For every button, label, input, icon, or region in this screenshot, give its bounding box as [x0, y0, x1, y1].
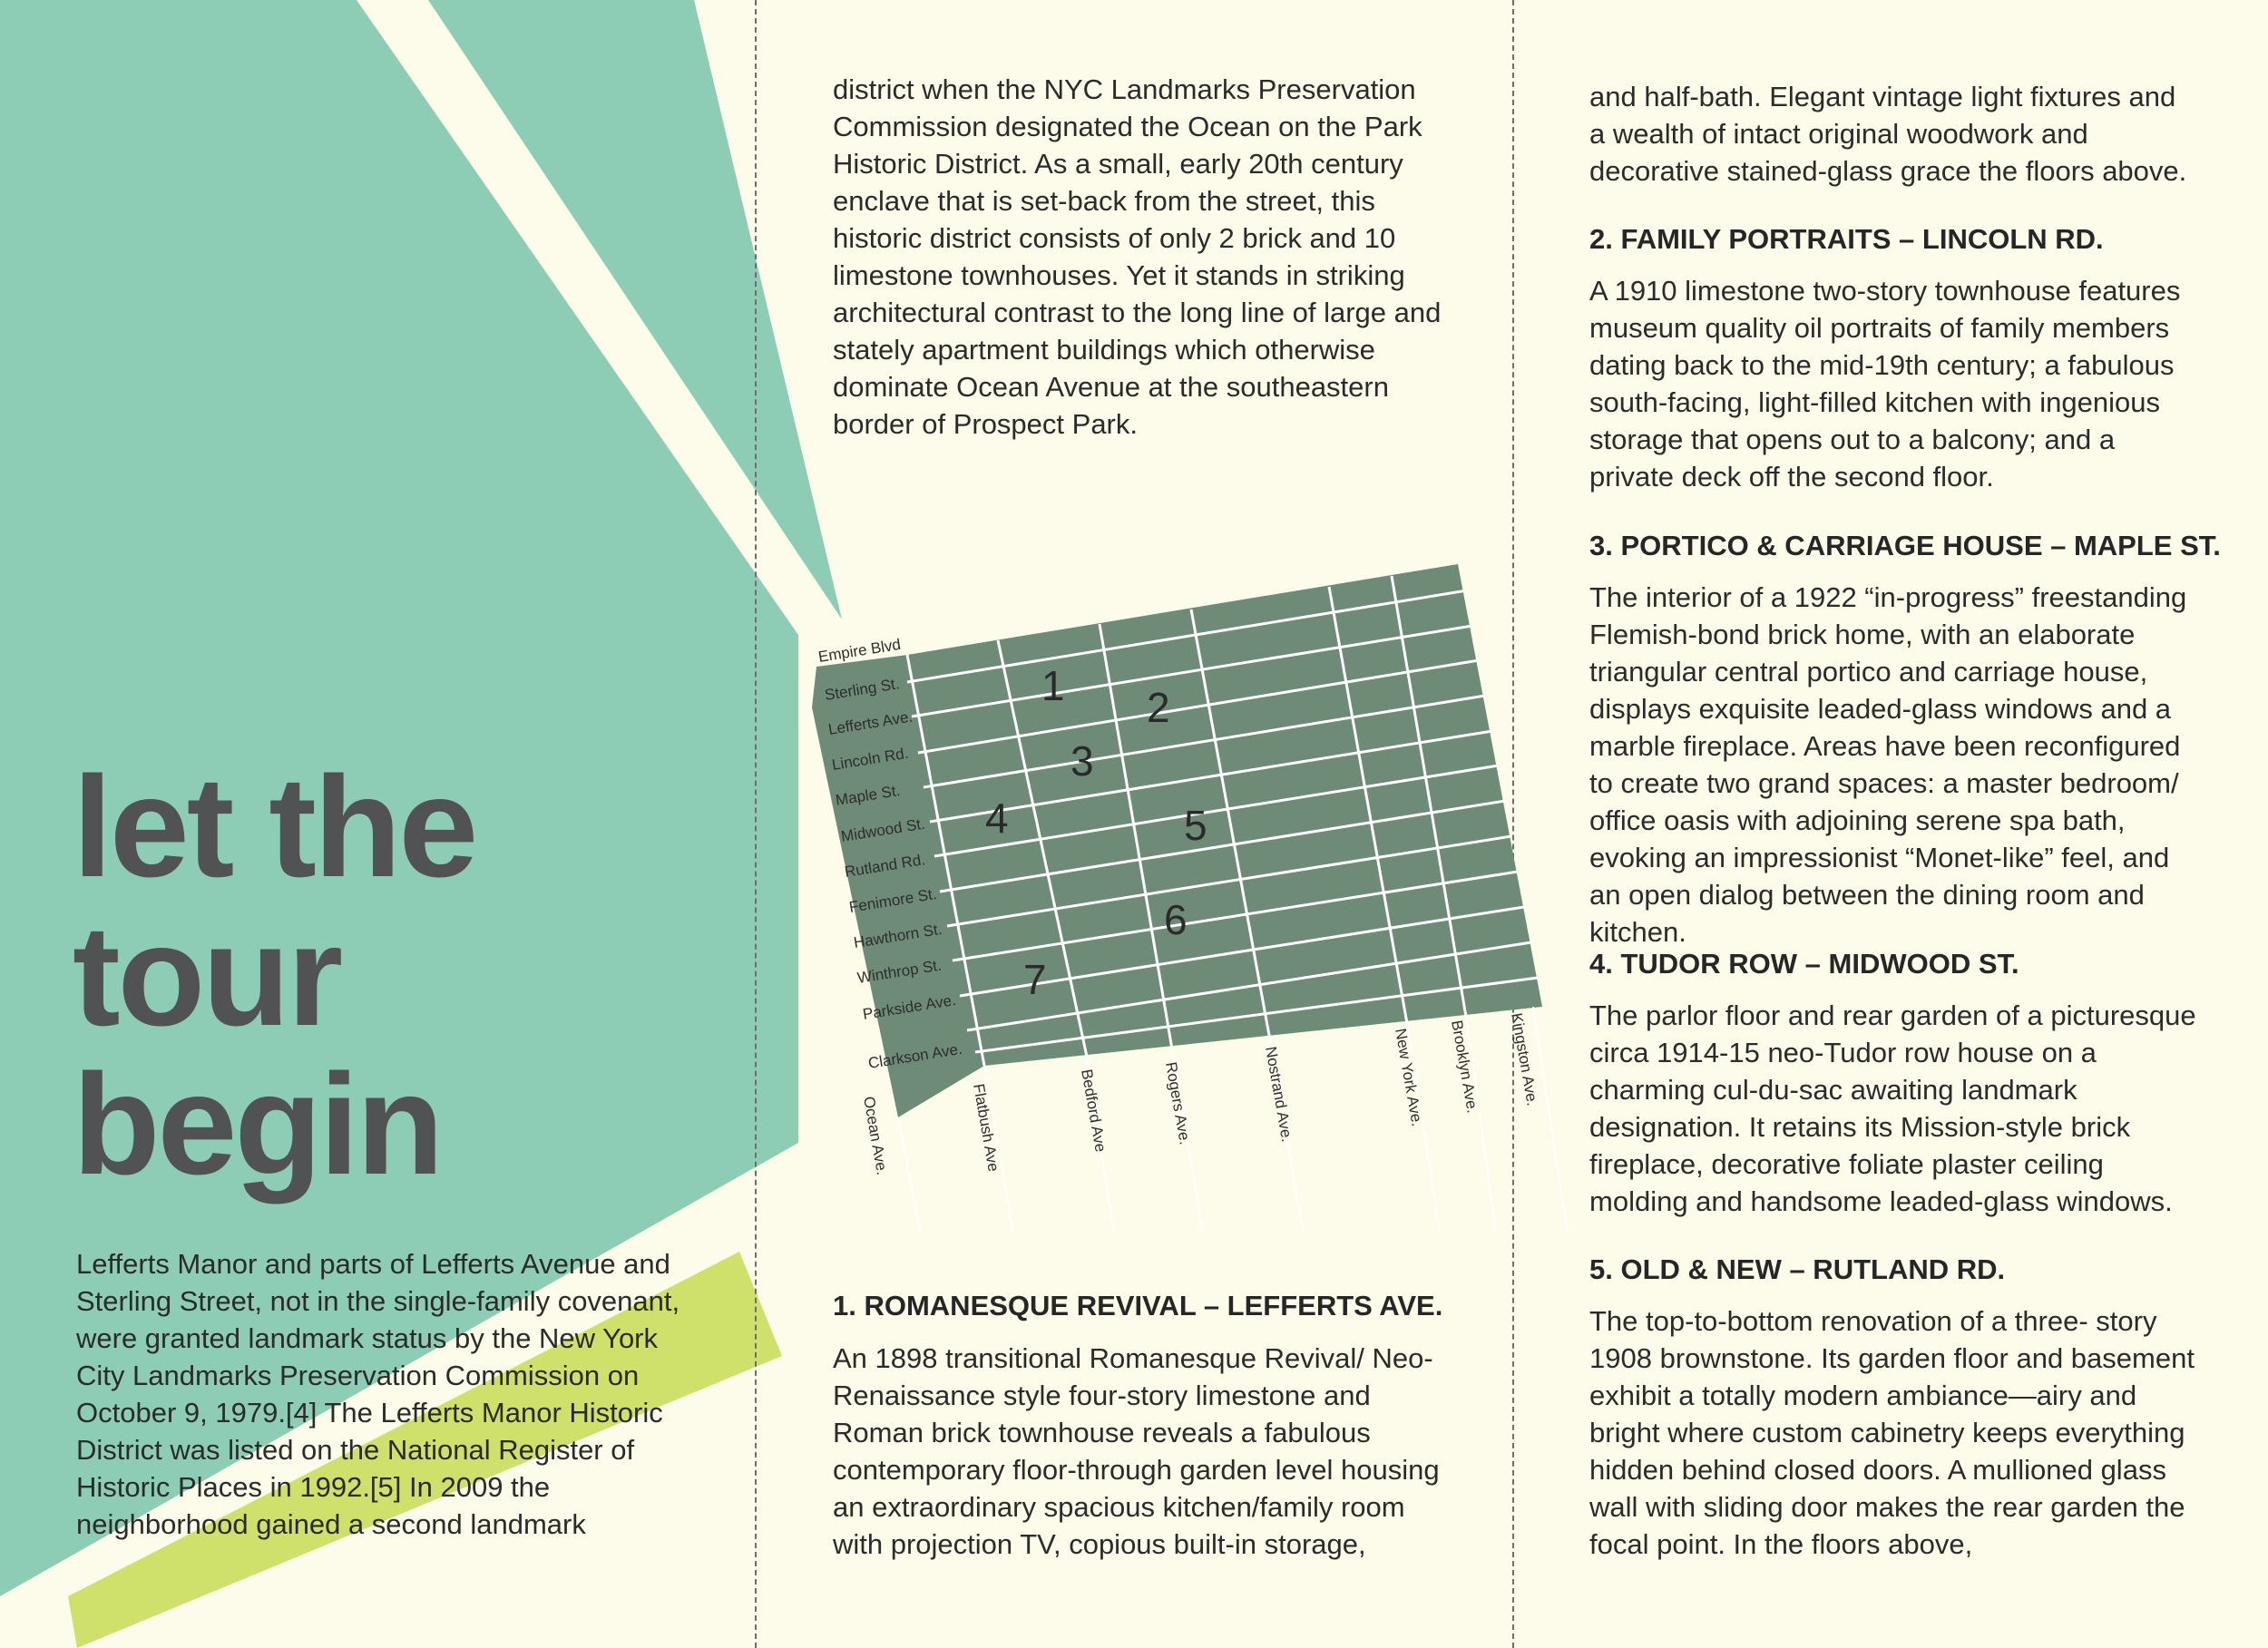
intro-paragraph: Lefferts Manor and parts of Lefferts Avenue and Sterling Street, not in the single-family covenant, were granted landmark status by the New York City Landmarks Preservation Commission on October 9, 1979.[4] The Lefferts Manor Historic District was listed on the National Register of Historic Places in 1992.[5] In 2009 the neighborhood gained a second landmark	[76, 1248, 680, 1540]
avenue-label-brooklyn: Brooklyn Ave.	[1448, 1019, 1481, 1115]
stop-3-description: The interior of a 1922 “in-progress” freestanding Flemish-bond brick home, with an elaborate triangular central portico and carriage house, displays exquisite leaded-glass windows and a marble fireplace. Areas have been reconfigured to create two grand spaces: a master bedroom/ office oasis with adjoining serene spa bath, evoking an impressionist “Monet-like” feel, and an open dialog between the dining room and kitchen.	[1589, 581, 2187, 948]
street-label-lefferts: Lefferts Ave.	[826, 707, 914, 738]
avenue-label-flatbush: Flatbush Ave	[970, 1082, 1002, 1174]
stop-marker-7: 7	[1023, 956, 1047, 1003]
stop-5-heading: 5. OLD & NEW – RUTLAND RD.	[1589, 1253, 2006, 1285]
street-label-parkside: Parkside Ave.	[861, 990, 957, 1023]
stop-2-heading: 2. FAMILY PORTRAITS – LINCOLN RD.	[1589, 223, 2104, 255]
stop-4-heading: 4. TUDOR ROW – MIDWOOD ST.	[1589, 948, 2019, 980]
stop-1-continued: and half-bath. Elegant vintage light fixtures and a wealth of intact original woodwork and decorative stained-glass grace the floors above.	[1589, 81, 2187, 187]
street-label-midwood: Midwood St.	[839, 814, 927, 845]
street-label-rutland: Rutland Rd.	[843, 851, 927, 881]
fold-line-left	[755, 0, 757, 1648]
stop-marker-3: 3	[1070, 737, 1094, 785]
avenue-label-bedford: Bedford Ave	[1078, 1068, 1110, 1154]
title-line-2: tour	[73, 896, 341, 1056]
street-label-empire-blvd: Empire Blvd	[816, 635, 903, 666]
title-line-1: let the	[73, 747, 476, 907]
avenue-label-ocean: Ocean Ave.	[860, 1095, 891, 1176]
avenue-label-kingston: Kingston Ave.	[1508, 1011, 1541, 1107]
stop-marker-5: 5	[1184, 802, 1207, 849]
stop-3-heading: 3. PORTICO & CARRIAGE HOUSE – MAPLE ST.	[1589, 530, 2221, 561]
stop-5-description: The top-to-bottom renovation of a three- story 1908 brownstone. Its garden floor and basement exhibit a totally modern ambiance—airy and bright where custom cabinetry keeps everything hidden behind closed doors. A mullioned glass wall with sliding door makes the rear garden the focal point. In the floors above,	[1589, 1305, 2195, 1560]
street-label-sterling: Sterling St.	[823, 675, 901, 704]
stop-2-description: A 1910 limestone two-story townhouse features museum quality oil portraits of family members dating back to the mid-19th century; a fabulous south-facing, light-filled kitchen with ingenious storage that opens out to a balcony; and a private deck off the second floor.	[1589, 275, 2181, 492]
neighborhood-map	[780, 544, 1579, 1234]
history-paragraph: district when the NYC Landmarks Preservation Commission designated the Ocean on the Park Historic District. As a small, early 20th century enclave that is set-back from the street, this historic district consists of only 2 brick and 10 limestone townhouses. Yet it stands in striking architectural contrast to the long line of large and stately apartment buildings which otherwise dominate Ocean Avenue at the southeastern border of Prospect Park.	[833, 73, 1442, 440]
title-line-3: begin	[73, 1045, 442, 1204]
avenue-label-rogers: Rogers Ave.	[1162, 1060, 1194, 1146]
stop-marker-2: 2	[1147, 684, 1170, 731]
stop-marker-1: 1	[1041, 662, 1065, 709]
stop-marker-6: 6	[1164, 896, 1188, 943]
street-label-clarkson: Clarkson Ave.	[866, 1039, 963, 1072]
stop-1-description: An 1898 transitional Romanesque Revival/ Neo-Renaissance style four-story limestone and Roman brick townhouse reveals a fabulous contemporary floor-through garden level housing an extraordinary spacious kitchen/family room with projection TV, copious built-in storage,	[833, 1342, 1440, 1560]
avenue-label-nostrand: Nostrand Ave.	[1262, 1045, 1296, 1144]
street-label-winthrop: Winthrop St.	[855, 956, 943, 987]
street-label-maple: Maple St.	[834, 781, 902, 809]
map-area	[812, 564, 1542, 1117]
avenue-label-new-york: New York Ave.	[1392, 1027, 1426, 1128]
page-title	[73, 747, 476, 1204]
street-label-lincoln: Lincoln Rd.	[830, 744, 910, 774]
street-label-hawthorn: Hawthorn St.	[852, 920, 943, 951]
stop-4-description: The parlor floor and rear garden of a picturesque circa 1914-15 neo-Tudor row house on a charming cul-du-sac awaiting landmark designation. It retains its Mission-style brick fireplace, decorative foliate plaster ceiling molding and handsome leaded-glass windows.	[1589, 1000, 2196, 1217]
stop-marker-4: 4	[985, 795, 1009, 842]
street-label-fenimore: Fenimore St.	[847, 884, 938, 916]
stop-1-heading: 1. ROMANESQUE REVIVAL – LEFFERTS AVE.	[833, 1290, 1443, 1321]
